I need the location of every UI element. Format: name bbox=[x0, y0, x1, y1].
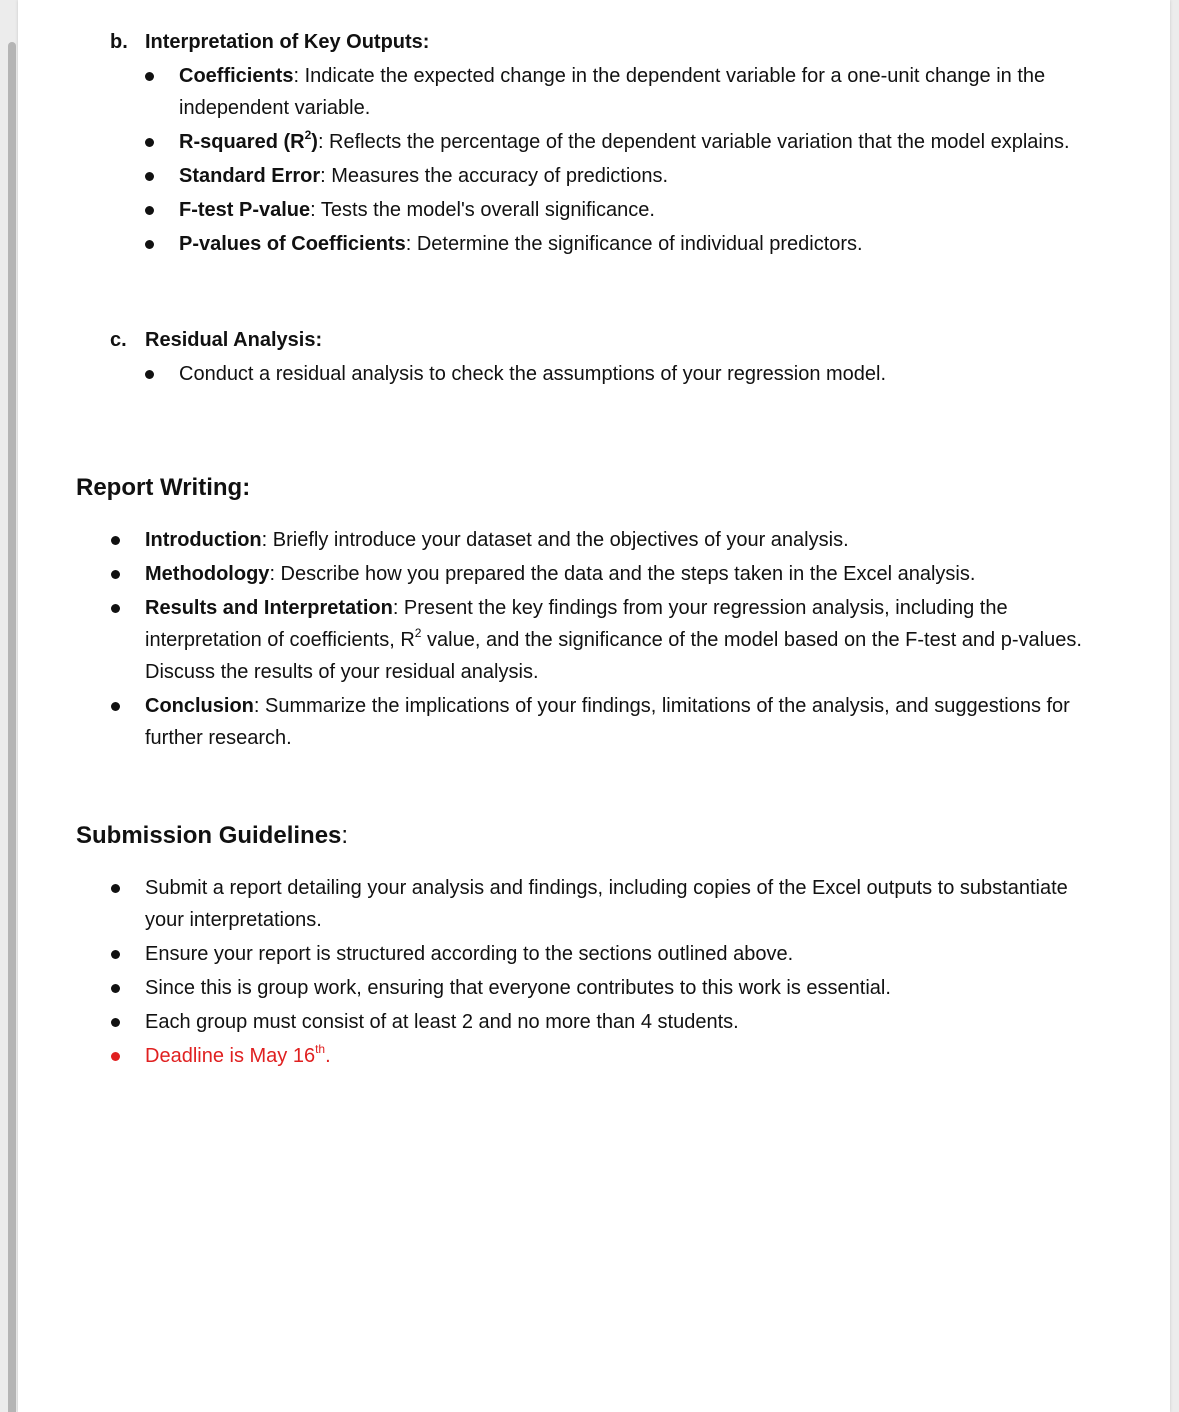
item-text: Conduct a residual analysis to check the assumptions of your regression model. bbox=[179, 363, 887, 385]
bullet-icon bbox=[111, 536, 120, 545]
bullet-icon bbox=[145, 72, 154, 81]
list-item bbox=[145, 592, 1110, 688]
item-term: Standard Error bbox=[179, 165, 321, 187]
bullet-icon bbox=[145, 206, 154, 215]
section-c-title: Residual Analysis: bbox=[145, 329, 323, 351]
item-term: R-squared $(R^2)$ bbox=[179, 128, 318, 153]
item-term: Coefficients bbox=[179, 65, 294, 87]
superscript: 2 bbox=[414, 626, 422, 640]
item-text: Each group must consist of at least 2 and no more than 4 students. bbox=[145, 1011, 739, 1033]
report-writing-heading: Report Writing: bbox=[76, 474, 251, 501]
list-item bbox=[145, 972, 1110, 1004]
item-text: : Tests the model's overall significance. bbox=[310, 199, 655, 221]
section-c-heading bbox=[110, 324, 322, 356]
deadline-text: Deadline is May 16 bbox=[145, 1045, 316, 1067]
section-c-letter: c. bbox=[110, 329, 127, 351]
bullet-icon bbox=[145, 138, 154, 147]
item-term: Introduction bbox=[145, 529, 262, 551]
section-b-heading bbox=[110, 26, 429, 58]
section-b-list bbox=[179, 60, 1109, 262]
item-term: F-test P-value bbox=[179, 199, 311, 221]
list-item bbox=[179, 160, 1109, 192]
item-text: : Briefly introduce your dataset and the objectives of your analysis. bbox=[261, 529, 849, 551]
bullet-icon bbox=[145, 172, 154, 181]
bullet-icon bbox=[111, 950, 120, 959]
item-text: : Describe how you prepared the data and the steps taken in the Excel analysis. bbox=[269, 563, 976, 585]
list-item bbox=[179, 126, 1109, 158]
list-item bbox=[145, 524, 1110, 556]
item-text: : Summarize the implications of your findings, limitations of the analysis, and suggestions for further research. bbox=[145, 695, 1070, 749]
list-item bbox=[145, 1006, 1110, 1038]
item-text: value, and the significance of the model based on the F-test and p-values. Discuss the results of your residual analysis. bbox=[145, 629, 1082, 683]
bullet-icon bbox=[111, 884, 120, 893]
list-item bbox=[179, 194, 1109, 226]
bullet-icon bbox=[111, 1052, 120, 1061]
item-text: : Determine the significance of individual predictors. bbox=[405, 233, 863, 255]
list-item bbox=[145, 938, 1110, 970]
item-term: Methodology bbox=[145, 563, 270, 585]
item-text: Submit a report detailing your analysis and findings, including copies of the Excel outputs to substantiate your interpretations. bbox=[145, 877, 1068, 931]
vertical-scrollbar[interactable] bbox=[8, 42, 16, 1412]
item-term: Conclusion bbox=[145, 695, 254, 717]
deadline-end: . bbox=[325, 1045, 331, 1067]
list-item bbox=[179, 228, 1109, 260]
bullet-icon bbox=[111, 1018, 120, 1027]
section-c-list bbox=[179, 358, 1109, 392]
list-item bbox=[145, 690, 1110, 754]
document-page bbox=[18, 0, 1170, 1412]
bullet-icon bbox=[111, 702, 120, 711]
list-item bbox=[179, 60, 1109, 124]
bullet-icon bbox=[111, 570, 120, 579]
bullet-icon bbox=[145, 370, 154, 379]
section-b-title: Interpretation of Key Outputs: bbox=[145, 31, 430, 53]
bullet-icon bbox=[111, 604, 120, 613]
report-writing-list bbox=[145, 524, 1110, 756]
bullet-icon bbox=[145, 240, 154, 249]
item-text: Since this is group work, ensuring that everyone contributes to this work is essential. bbox=[145, 977, 891, 999]
item-text: : Present the key findings from your regression analysis, including the interpretation of coefficients, R bbox=[145, 597, 1008, 651]
item-term: P-values of Coefficients bbox=[179, 233, 406, 255]
deadline-item bbox=[145, 1040, 1110, 1072]
item-text: : Indicate the expected change in the dependent variable for a one-unit change in the independent variable. bbox=[179, 65, 1046, 119]
bullet-icon bbox=[111, 984, 120, 993]
superscript: th bbox=[315, 1042, 326, 1056]
item-text: : Reflects the percentage of the dependent variable variation that the model explains. bbox=[317, 131, 1070, 153]
list-item bbox=[179, 358, 1109, 390]
submission-guidelines-heading: Submission Guidelines: bbox=[76, 822, 349, 849]
list-item bbox=[145, 872, 1110, 936]
item-text: Ensure your report is structured according to the sections outlined above. bbox=[145, 943, 794, 965]
list-item bbox=[145, 558, 1110, 590]
submission-list bbox=[145, 872, 1110, 1074]
item-text: : Measures the accuracy of predictions. bbox=[320, 165, 669, 187]
section-b-letter: b. bbox=[110, 31, 128, 53]
item-term: Results and Interpretation bbox=[145, 597, 393, 619]
